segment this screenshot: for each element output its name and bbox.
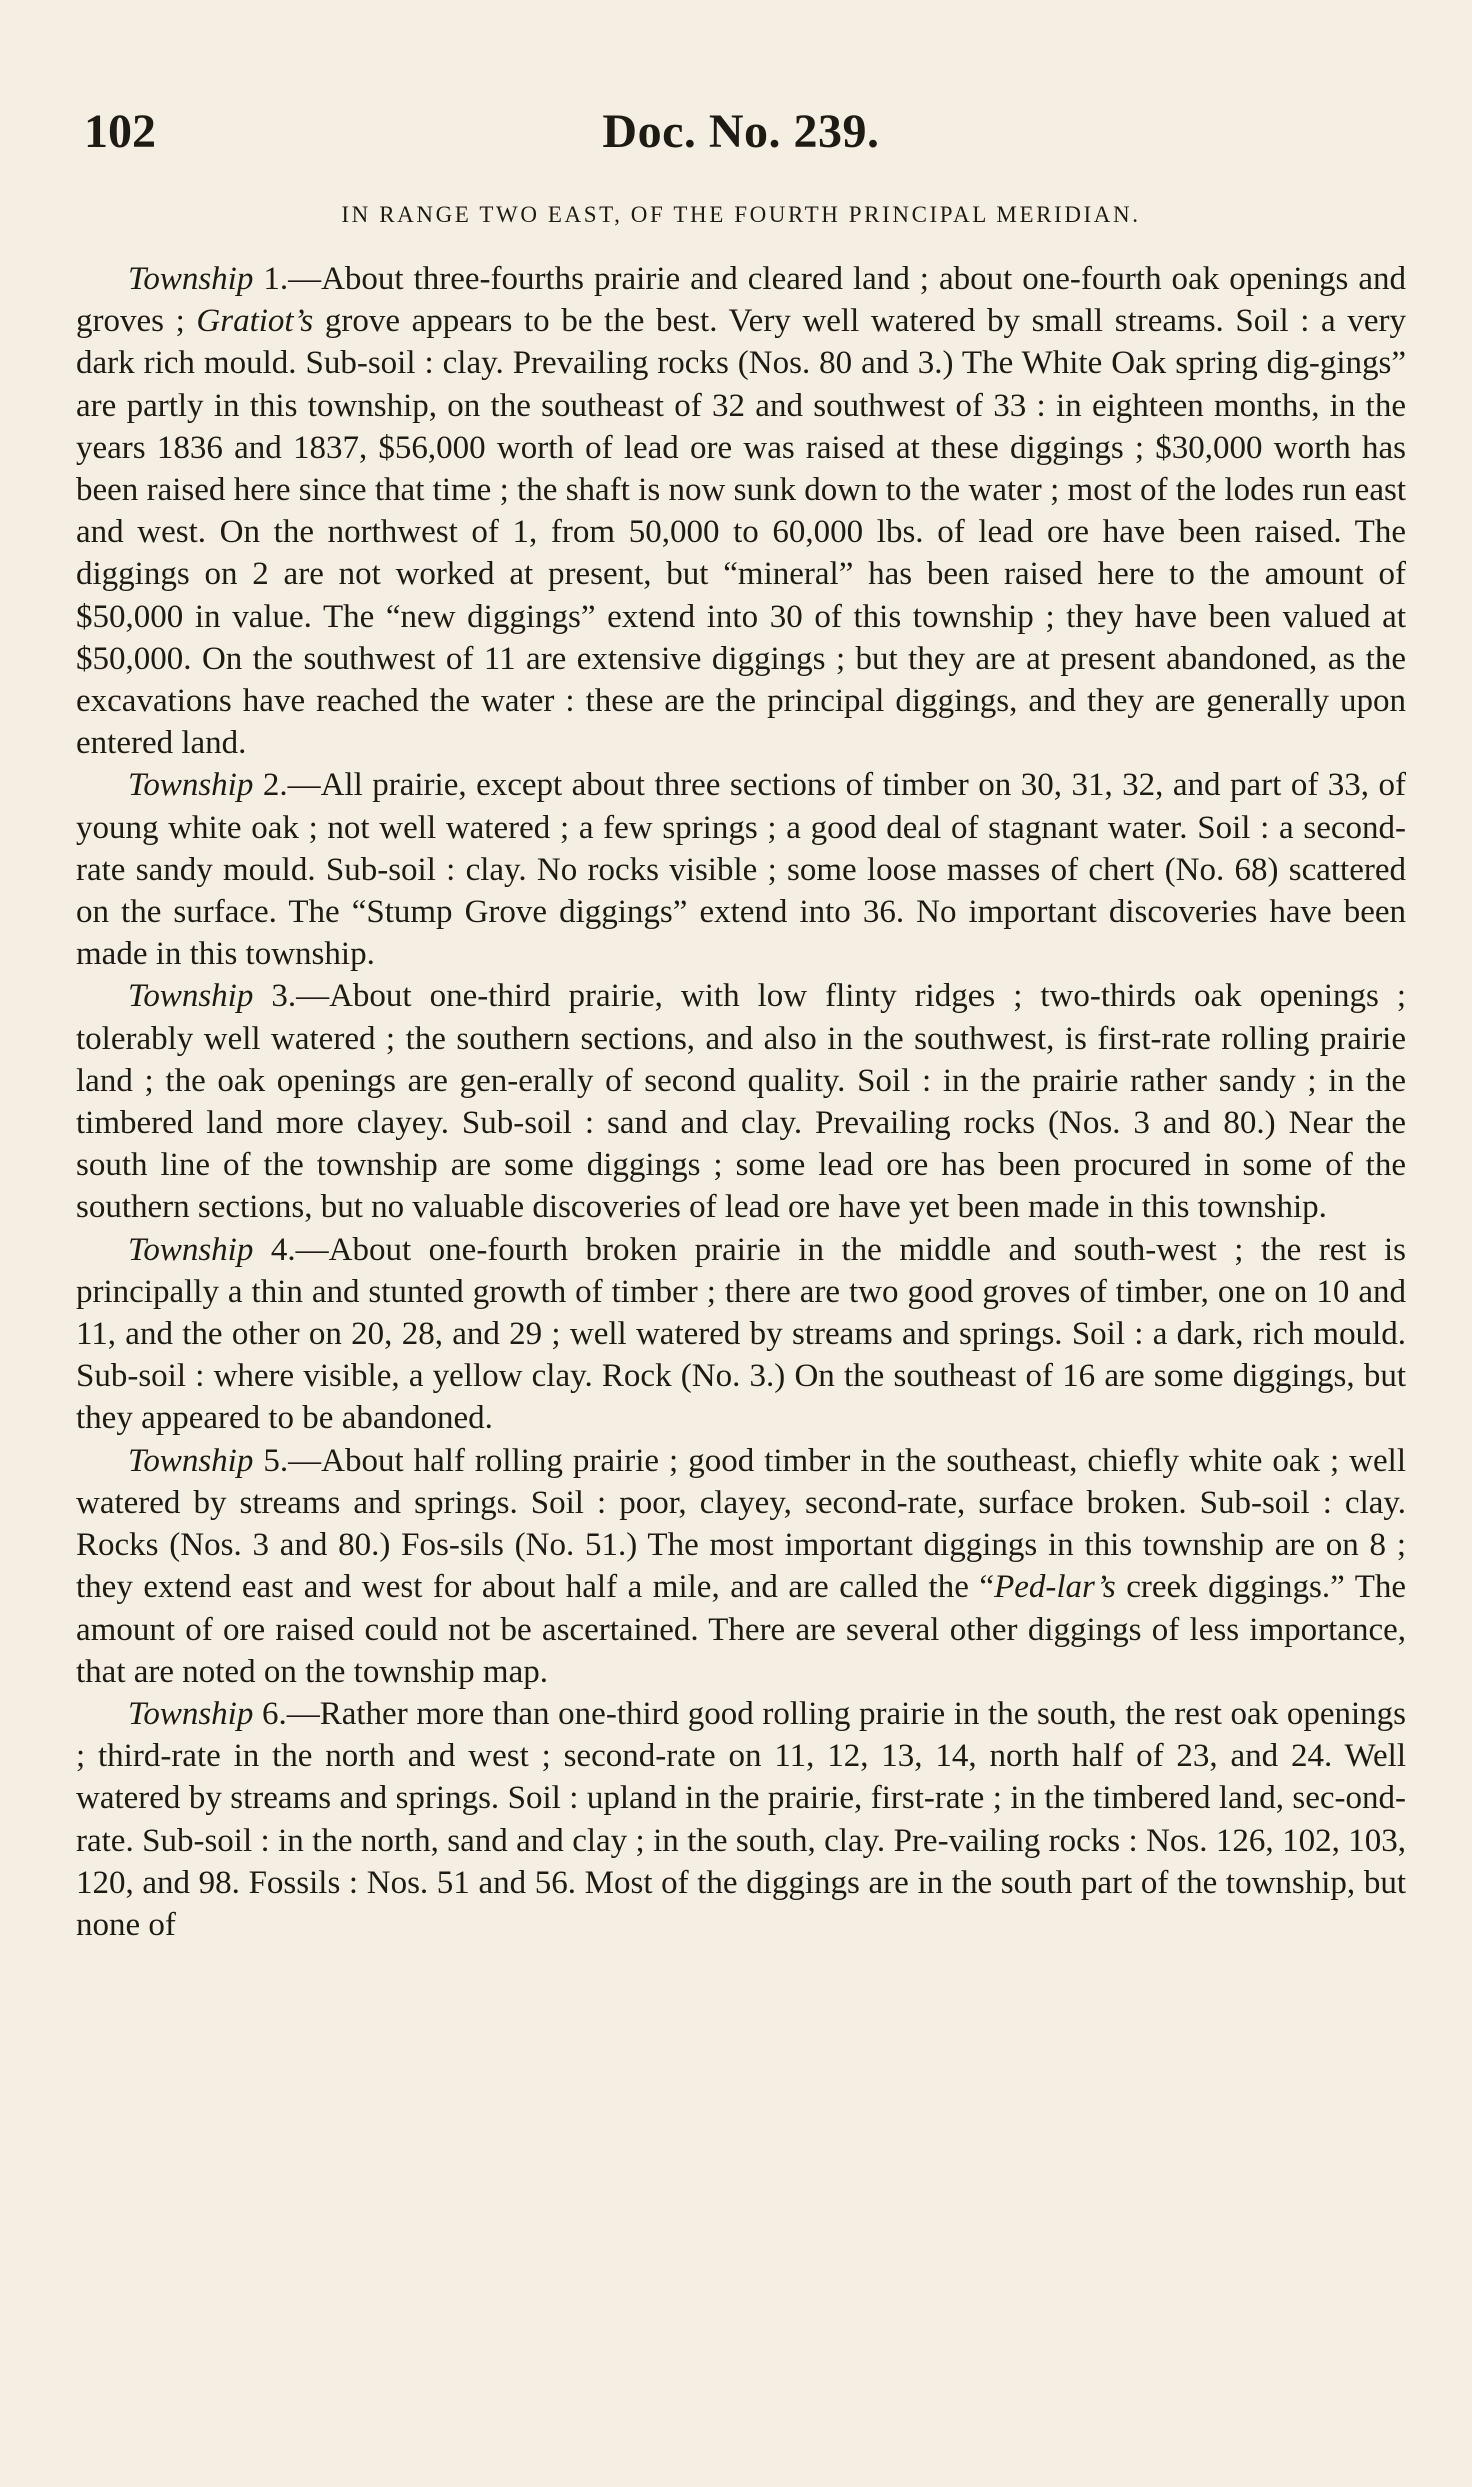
township-5-paragraph [76,1440,1406,1693]
township-6-paragraph [76,1693,1406,1946]
body-text [76,258,1406,1946]
paragraph-text: 1.—About three-fourths prairie and cleared land ; about one-fourth oak openings and groves ; [76,261,1406,340]
paragraph-text: 5.—About half rolling prairie ; good timber in the southeast, chiefly white oak ; well watered by streams and springs. Soil : poor, clayey, second-rate, surface broken. Sub-soil : clay. Rocks (Nos. 3 and 80.) Fos-sils (No. 51.) The most important diggings in this township are on 8 ; they extend east and west for about half a mile, and are called the “ [76,1442,1406,1606]
page-number: 102 [84,105,156,158]
township-4-paragraph [76,1229,1406,1440]
paragraph-text: 6.—Rather more than one-third good rolling prairie in the south, the rest oak openings ; third-rate in the north and west ; second-rate on 11, 12, 13, 14, north half of 23, and 24. Well watered by streams and springs. Soil : upland in the prairie, first-rate ; in the timbered land, sec-ond-rate. Sub-soil : in the north, sand and clay ; in the south, clay. Pre-vailing rocks : Nos. 126, 102, 103, 120, and 98. Fossils : Nos. 51 and 56. Most of the diggings are in the south part of the township, but none of [76,1695,1406,1943]
paragraph-text-continued: grove appears to be the best. Very well watered by small streams. Soil : a very dark rich mould. Sub-soil : clay. Prevailing rocks (Nos. 80 and 3.) The White Oak spring dig-gings” are partly in this township, on the southeast of 32 and southwest of 33 : in eighteen months, in the years 1836 and 1837, $56,000 worth of lead ore was raised at these diggings ; $30,000 worth has been raised here since that time ; the shaft is now sunk down to the water ; most of the lodes run east and west. On the northwest of 1, from 50,000 to 60,000 lbs. of lead ore have been raised. The diggings on 2 are not worked at present, but “mineral” has been raised here to the amount of $50,000 in value. The “new diggings” extend into 30 of this township ; they have been valued at $50,000. On the southwest of 11 are extensive diggings ; but they are at present abandoned, as the excavations have reached the water : these are the principal diggings, and they are generally upon entered land. [76,303,1406,762]
paragraph-text: 3.—About one-third prairie, with low flinty ridges ; two-thirds oak openings ; tolerably well watered ; the southern sections, and also in the southwest, is first-rate rolling prairie land ; the oak openings are gen-erally of second quality. Soil : in the prairie rather sandy ; in the timbered land more clayey. Sub-soil : sand and clay. Prevailing rocks (Nos. 3 and 80.) Near the south line of the township are some diggings ; some lead ore has been procured in some of the southern sections, but no valuable discoveries of lead ore have yet been made in this township. [76,978,1406,1226]
section-heading: IN RANGE TWO EAST, OF THE FOURTH PRINCIPAL MERIDIAN. [341,202,1141,227]
paragraph-text: 2.—All prairie, except about three sections of timber on 30, 31, 32, and part of 33, of young white oak ; not well watered ; a few springs ; a good deal of stagnant water. Soil : a second-rate sandy mould. Sub-soil : clay. No rocks visible ; some loose masses of chert (No. 68) scattered on the surface. The “Stump Grove diggings” extend into 36. No important discoveries have been made in this township. [76,767,1406,973]
township-label: Township [128,1442,254,1479]
emphasized-name: Gratiot’s [196,303,314,340]
township-label: Township [128,1695,254,1732]
township-label: Township [128,978,254,1015]
page-header [76,104,1406,184]
township-2-paragraph [76,764,1406,975]
emphasized-name: Ped-lar’s [994,1569,1116,1606]
township-3-paragraph [76,975,1406,1228]
paragraph-text: 4.—About one-fourth broken prairie in the middle and south-west ; the rest is principally a thin and stunted growth of timber ; there are two good groves of timber, one on 10 and 11, and the other on 20, 28, and 29 ; well watered by streams and springs. Soil : a dark, rich mould. Sub-soil : where visible, a yellow clay. Rock (No. 3.) On the southeast of 16 are some diggings, but they appeared to be abandoned. [76,1231,1406,1437]
township-label: Township [128,261,254,297]
township-1-paragraph [76,258,1406,764]
doc-title: Doc. No. 239. [602,105,880,158]
paragraph-text-continued: creek diggings.” The amount of ore raised could not be ascertained. There are several other diggings of less importance, that are noted on the township map. [76,1569,1406,1690]
township-label: Township [128,767,254,804]
township-label: Township [128,1231,254,1268]
